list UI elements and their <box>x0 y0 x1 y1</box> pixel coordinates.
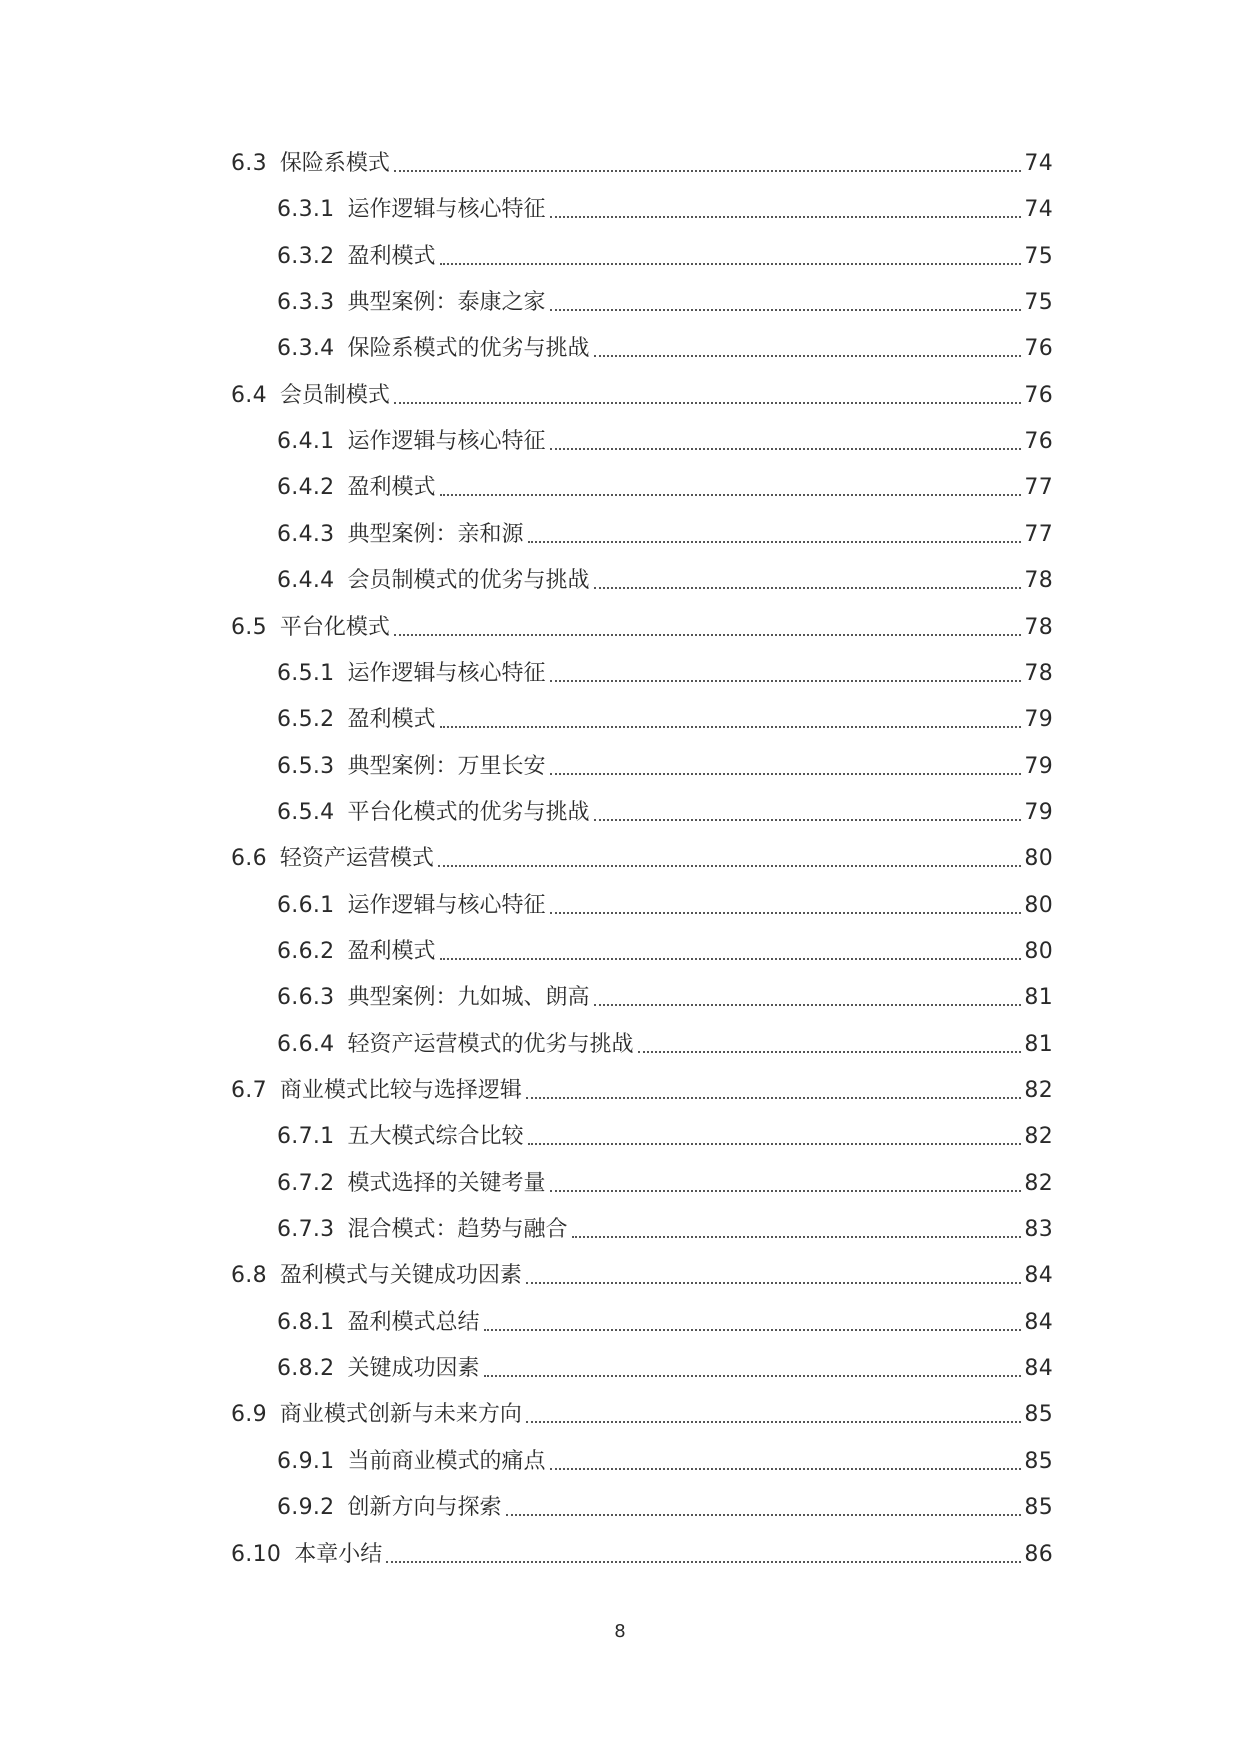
toc-entry-page-number: 82 <box>1024 1171 1053 1196</box>
toc-subsection-entry[interactable] <box>277 1301 1053 1337</box>
toc-entry-page-number: 80 <box>1024 846 1053 871</box>
toc-entry-title: 运作逻辑与核心特征 <box>347 197 546 222</box>
toc-entry-title: 本章小结 <box>294 1542 383 1567</box>
toc-dot-leader <box>550 680 1022 682</box>
toc-subsection-entry[interactable] <box>277 1162 1053 1198</box>
toc-entry-page-number: 78 <box>1024 661 1053 686</box>
toc-section-entry[interactable] <box>231 1069 1053 1105</box>
toc-entry-number: 6.8.2 <box>277 1356 335 1381</box>
toc-subsection-entry[interactable] <box>277 327 1053 363</box>
toc-entry-page-number: 74 <box>1024 197 1053 222</box>
toc-entry-page-number: 84 <box>1024 1263 1053 1288</box>
toc-dot-leader <box>638 1051 1022 1053</box>
toc-entry-title: 关键成功因素 <box>347 1356 480 1381</box>
toc-entry-number: 6.5.4 <box>277 800 335 825</box>
page-number: 8 <box>614 1621 626 1642</box>
toc-dot-leader <box>550 309 1022 311</box>
toc-entry-title: 保险系模式 <box>279 151 390 176</box>
toc-entry-number: 6.7.1 <box>277 1124 335 1149</box>
toc-subsection-entry[interactable] <box>277 698 1053 734</box>
toc-entry-number: 6.3.4 <box>277 336 335 361</box>
toc-dot-leader <box>386 1561 1021 1563</box>
toc-dot-leader <box>526 1282 1021 1284</box>
toc-entry-page-number: 80 <box>1024 939 1053 964</box>
toc-entry-title: 保险系模式的优劣与挑战 <box>347 336 590 361</box>
toc-subsection-entry[interactable] <box>277 1115 1053 1151</box>
toc-section-entry[interactable] <box>231 1254 1053 1290</box>
toc-dot-leader <box>484 1329 1022 1331</box>
toc-subsection-entry[interactable] <box>277 513 1053 549</box>
toc-dot-leader <box>528 541 1022 543</box>
toc-entry-page-number: 76 <box>1024 429 1053 454</box>
toc-entry-page-number: 81 <box>1024 985 1053 1010</box>
toc-entry-number: 6.3.2 <box>277 244 335 269</box>
toc-entry-title: 模式选择的关键考量 <box>347 1171 546 1196</box>
toc-entry-title: 运作逻辑与核心特征 <box>347 661 546 686</box>
toc-entry-number: 6.4 <box>231 383 267 408</box>
toc-entry-title: 盈利模式 <box>347 244 436 269</box>
toc-entry-title: 盈利模式 <box>347 707 436 732</box>
toc-subsection-entry[interactable] <box>277 235 1053 271</box>
toc-dot-leader <box>394 402 1021 404</box>
toc-entry-title: 会员制模式 <box>279 383 390 408</box>
toc-entry-number: 6.8.1 <box>277 1310 335 1335</box>
toc-entry-number: 6.3 <box>231 151 267 176</box>
toc-entry-page-number: 82 <box>1024 1078 1053 1103</box>
toc-entry-page-number: 84 <box>1024 1310 1053 1335</box>
toc-entry-title: 运作逻辑与核心特征 <box>347 893 546 918</box>
toc-entry-title: 典型案例：泰康之家 <box>347 290 546 315</box>
toc-entry-number: 6.5.1 <box>277 661 335 686</box>
toc-entry-number: 6.5.2 <box>277 707 335 732</box>
toc-entry-title: 创新方向与探索 <box>347 1495 502 1520</box>
toc-entry-page-number: 79 <box>1024 707 1053 732</box>
toc-entry-page-number: 86 <box>1024 1542 1053 1567</box>
toc-entry-title: 盈利模式总结 <box>347 1310 480 1335</box>
toc-entry-title: 盈利模式 <box>347 475 436 500</box>
toc-dot-leader <box>550 216 1022 218</box>
toc-entry-title: 盈利模式 <box>347 939 436 964</box>
toc-entry-number: 6.3.1 <box>277 197 335 222</box>
toc-entry-number: 6.6.1 <box>277 893 335 918</box>
toc-subsection-entry[interactable] <box>277 1208 1053 1244</box>
toc-dot-leader <box>550 912 1022 914</box>
toc-entry-page-number: 79 <box>1024 754 1053 779</box>
toc-entry-page-number: 85 <box>1024 1495 1053 1520</box>
toc-entry-title: 典型案例：万里长安 <box>347 754 546 779</box>
toc-entry-page-number: 81 <box>1024 1032 1053 1057</box>
toc-subsection-entry[interactable] <box>277 420 1053 456</box>
toc-entry-title: 盈利模式与关键成功因素 <box>279 1263 522 1288</box>
toc-entry-number: 6.9 <box>231 1402 267 1427</box>
toc-dot-leader <box>440 494 1022 496</box>
toc-entry-page-number: 75 <box>1024 290 1053 315</box>
toc-dot-leader <box>594 355 1022 357</box>
toc-dot-leader <box>484 1375 1022 1377</box>
toc-dot-leader <box>440 726 1022 728</box>
toc-entry-number: 6.6.3 <box>277 985 335 1010</box>
toc-entry-title: 平台化模式的优劣与挑战 <box>347 800 590 825</box>
toc-subsection-entry[interactable] <box>277 791 1053 827</box>
toc-dot-leader <box>550 773 1022 775</box>
toc-section-entry[interactable] <box>231 837 1053 873</box>
toc-dot-leader <box>394 170 1021 172</box>
toc-dot-leader <box>550 448 1022 450</box>
toc-dot-leader <box>572 1236 1022 1238</box>
toc-dot-leader <box>526 1421 1021 1423</box>
toc-subsection-entry[interactable] <box>277 745 1053 781</box>
toc-entry-title: 典型案例：亲和源 <box>347 522 524 547</box>
toc-subsection-entry[interactable] <box>277 466 1053 502</box>
toc-entry-title: 混合模式：趋势与融合 <box>347 1217 568 1242</box>
toc-entry-page-number: 83 <box>1024 1217 1053 1242</box>
toc-section-entry[interactable] <box>231 1533 1053 1569</box>
toc-subsection-entry[interactable] <box>277 1023 1053 1059</box>
toc-subsection-entry[interactable] <box>277 976 1053 1012</box>
toc-subsection-entry[interactable] <box>277 281 1053 317</box>
toc-entry-page-number: 84 <box>1024 1356 1053 1381</box>
toc-entry-page-number: 76 <box>1024 336 1053 361</box>
toc-entry-number: 6.5.3 <box>277 754 335 779</box>
toc-entry-title: 商业模式创新与未来方向 <box>279 1402 522 1427</box>
toc-dot-leader <box>550 1468 1022 1470</box>
toc-entry-number: 6.8 <box>231 1263 267 1288</box>
toc-entry-number: 6.9.2 <box>277 1495 335 1520</box>
toc-subsection-entry[interactable] <box>277 1440 1053 1476</box>
toc-dot-leader <box>440 958 1022 960</box>
toc-subsection-entry[interactable] <box>277 1347 1053 1383</box>
toc-entry-number: 6.5 <box>231 615 267 640</box>
toc-subsection-entry[interactable] <box>277 188 1053 224</box>
toc-subsection-entry[interactable] <box>277 559 1053 595</box>
toc-entry-title: 当前商业模式的痛点 <box>347 1449 546 1474</box>
toc-entry-number: 6.7.3 <box>277 1217 335 1242</box>
toc-entry-title: 轻资产运营模式的优劣与挑战 <box>347 1032 634 1057</box>
toc-entry-number: 6.4.2 <box>277 475 335 500</box>
toc-dot-leader <box>526 1097 1021 1099</box>
toc-entry-title: 运作逻辑与核心特征 <box>347 429 546 454</box>
toc-entry-number: 6.4.4 <box>277 568 335 593</box>
toc-entry-page-number: 74 <box>1024 151 1053 176</box>
toc-entry-number: 6.4.3 <box>277 522 335 547</box>
toc-entry-number: 6.10 <box>231 1542 282 1567</box>
toc-entry-page-number: 76 <box>1024 383 1053 408</box>
toc-entry-number: 6.6.4 <box>277 1032 335 1057</box>
toc-entry-number: 6.7 <box>231 1078 267 1103</box>
toc-entry-number: 6.3.3 <box>277 290 335 315</box>
toc-dot-leader <box>594 1004 1022 1006</box>
toc-entry-page-number: 82 <box>1024 1124 1053 1149</box>
toc-entry-page-number: 77 <box>1024 522 1053 547</box>
toc-dot-leader <box>438 865 1021 867</box>
toc-dot-leader <box>550 1190 1022 1192</box>
toc-entry-title: 会员制模式的优劣与挑战 <box>347 568 590 593</box>
toc-section-entry[interactable] <box>231 374 1053 410</box>
toc-dot-leader <box>394 634 1021 636</box>
toc-dot-leader <box>594 819 1022 821</box>
toc-subsection-entry[interactable] <box>277 930 1053 966</box>
toc-entry-page-number: 85 <box>1024 1449 1053 1474</box>
toc-entry-page-number: 85 <box>1024 1402 1053 1427</box>
toc-entry-page-number: 79 <box>1024 800 1053 825</box>
toc-entry-title: 典型案例：九如城、朗高 <box>347 985 590 1010</box>
toc-entry-page-number: 78 <box>1024 615 1053 640</box>
toc-entry-number: 6.9.1 <box>277 1449 335 1474</box>
toc-section-entry[interactable] <box>231 606 1053 642</box>
toc-entry-title: 平台化模式 <box>279 615 390 640</box>
toc-entry-title: 五大模式综合比较 <box>347 1124 524 1149</box>
toc-dot-leader <box>506 1514 1022 1516</box>
toc-entry-page-number: 77 <box>1024 475 1053 500</box>
toc-subsection-entry[interactable] <box>277 1486 1053 1522</box>
toc-dot-leader <box>528 1143 1022 1145</box>
toc-entry-page-number: 78 <box>1024 568 1053 593</box>
toc-dot-leader <box>594 587 1022 589</box>
toc-subsection-entry[interactable] <box>277 652 1053 688</box>
toc-entry-number: 6.7.2 <box>277 1171 335 1196</box>
toc-entry-number: 6.6.2 <box>277 939 335 964</box>
toc-entry-number: 6.6 <box>231 846 267 871</box>
toc-entry-title: 商业模式比较与选择逻辑 <box>279 1078 522 1103</box>
toc-section-entry[interactable] <box>231 1393 1053 1429</box>
toc-entry-number: 6.4.1 <box>277 429 335 454</box>
toc-section-entry[interactable] <box>231 142 1053 178</box>
toc-subsection-entry[interactable] <box>277 884 1053 920</box>
toc-entry-page-number: 75 <box>1024 244 1053 269</box>
toc-entry-title: 轻资产运营模式 <box>279 846 434 871</box>
toc-dot-leader <box>440 263 1022 265</box>
toc-entry-page-number: 80 <box>1024 893 1053 918</box>
